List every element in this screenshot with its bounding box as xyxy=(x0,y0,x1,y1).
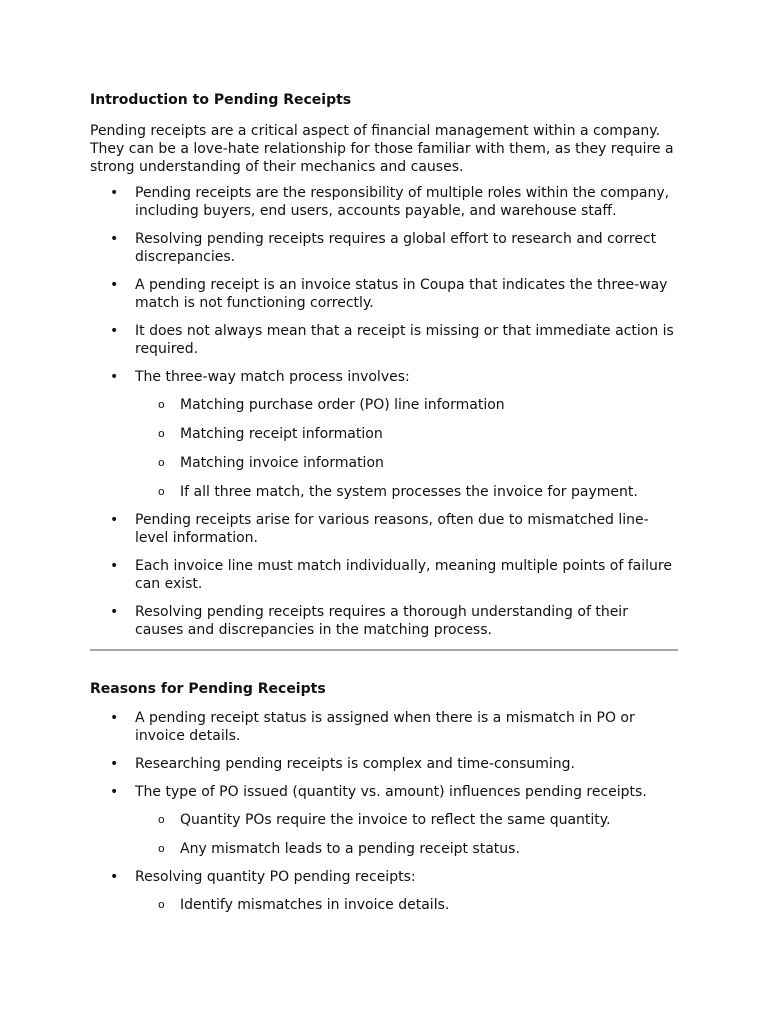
sub-list-item-text: Matching invoice information xyxy=(180,455,384,471)
sub-list-item-text: If all three match, the system processes the invoice for payment. xyxy=(180,484,638,500)
section-heading: Reasons for Pending Receipts xyxy=(90,681,326,697)
intro-paragraph: Pending receipts are a critical aspect of financial management within a company. They can be a love-hate relationship for those familiar with them, as they require a strong understanding of their mechanics and causes. xyxy=(90,123,674,175)
list-item xyxy=(90,322,678,358)
sub-bullet-icon: o xyxy=(158,398,165,411)
section-heading: Introduction to Pending Receipts xyxy=(90,92,352,108)
sub-list-item xyxy=(135,425,678,443)
list-item-text: Pending receipts are the responsibility of multiple roles within the company, including buyers, end users, accounts payable, and warehouse staff. xyxy=(135,185,670,219)
sub-bullet-icon: o xyxy=(158,456,165,469)
list-item xyxy=(90,755,678,773)
bullet-icon: • xyxy=(110,710,119,726)
sub-bullet-list xyxy=(135,896,678,914)
list-item-text: Pending receipts arise for various reasons, often due to mismatched line-level information. xyxy=(135,512,649,546)
sub-bullet-list xyxy=(135,396,678,501)
sub-list-item-text: Identify mismatches in invoice details. xyxy=(180,897,450,913)
sub-bullet-icon: o xyxy=(158,813,165,826)
bullet-list xyxy=(90,709,678,914)
bullet-icon: • xyxy=(110,756,119,772)
sub-bullet-list xyxy=(135,811,678,858)
section-introduction xyxy=(90,90,678,639)
sub-list-item-text: Matching purchase order (PO) line information xyxy=(180,397,505,413)
list-item xyxy=(90,868,678,914)
sub-list-item xyxy=(135,896,678,914)
bullet-icon: • xyxy=(110,185,119,201)
sub-bullet-icon: o xyxy=(158,898,165,911)
sub-list-item-text: Any mismatch leads to a pending receipt status. xyxy=(180,841,520,857)
list-item xyxy=(90,230,678,266)
sub-list-item xyxy=(135,811,678,829)
list-item-text: Resolving pending receipts requires a global effort to research and correct discrepancies. xyxy=(135,231,657,265)
bullet-icon: • xyxy=(110,369,119,385)
bullet-icon: • xyxy=(110,231,119,247)
list-item xyxy=(90,783,678,858)
list-item-text: Each invoice line must match individually, meaning multiple points of failure can exist. xyxy=(135,558,672,592)
list-item xyxy=(90,184,678,220)
bullet-icon: • xyxy=(110,784,119,800)
bullet-icon: • xyxy=(110,277,119,293)
list-item xyxy=(90,557,678,593)
sub-list-item xyxy=(135,483,678,501)
bullet-icon: • xyxy=(110,558,119,574)
sub-list-item xyxy=(135,396,678,414)
list-item xyxy=(90,368,678,501)
bullet-list xyxy=(90,184,678,639)
bullet-icon: • xyxy=(110,512,119,528)
section-divider xyxy=(90,649,678,651)
bullet-icon: • xyxy=(110,604,119,620)
list-item xyxy=(90,276,678,312)
sub-bullet-icon: o xyxy=(158,842,165,855)
document-page xyxy=(90,90,678,924)
section-reasons xyxy=(90,679,678,914)
list-item xyxy=(90,511,678,547)
list-item xyxy=(90,709,678,745)
sub-list-item xyxy=(135,840,678,858)
list-item-text: The type of PO issued (quantity vs. amount) influences pending receipts. xyxy=(135,784,647,800)
list-item-text: Resolving pending receipts requires a thorough understanding of their causes and discrepancies in the matching process. xyxy=(135,604,628,638)
list-item-text: A pending receipt status is assigned when there is a mismatch in PO or invoice details. xyxy=(135,710,635,744)
bullet-icon: • xyxy=(110,869,119,885)
list-item-text: Resolving quantity PO pending receipts: xyxy=(135,869,416,885)
sub-list-item xyxy=(135,454,678,472)
sub-list-item-text: Quantity POs require the invoice to reflect the same quantity. xyxy=(180,812,611,828)
sub-bullet-icon: o xyxy=(158,485,165,498)
list-item-text: Researching pending receipts is complex and time-consuming. xyxy=(135,756,575,772)
sub-list-item-text: Matching receipt information xyxy=(180,426,383,442)
list-item xyxy=(90,603,678,639)
bullet-icon: • xyxy=(110,323,119,339)
list-item-text: The three-way match process involves: xyxy=(135,369,410,385)
list-item-text: A pending receipt is an invoice status in Coupa that indicates the three-way match is not functioning correctly. xyxy=(135,277,668,311)
sub-bullet-icon: o xyxy=(158,427,165,440)
list-item-text: It does not always mean that a receipt is missing or that immediate action is required. xyxy=(135,323,674,357)
